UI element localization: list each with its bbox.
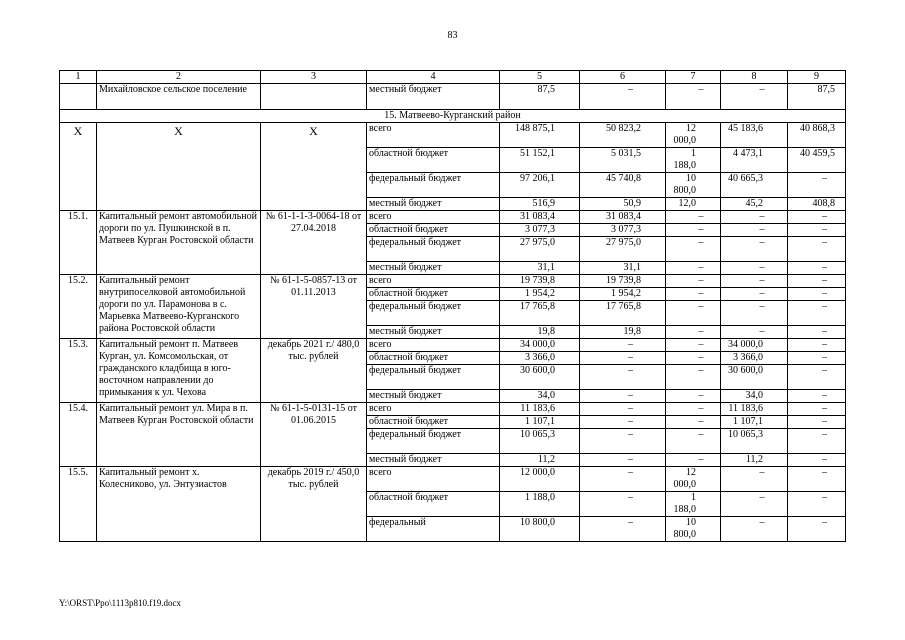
value-cell: – <box>788 390 846 403</box>
value-cell: – <box>788 224 846 237</box>
value-cell: – <box>721 211 788 224</box>
section-row <box>60 110 846 123</box>
budget-type: всего <box>367 403 500 416</box>
value-cell: 45 183,6 <box>721 123 788 148</box>
value-cell: 516,9 <box>500 198 580 211</box>
value-cell: 3 366,0 <box>721 352 788 365</box>
value-cell: – <box>788 326 846 339</box>
document-details: № 61-1-5-0131-15 от 01.06.2015 <box>261 403 367 467</box>
value-cell: 408,8 <box>788 198 846 211</box>
value-cell: 3 077,3 <box>500 224 580 237</box>
value-cell: 19,8 <box>500 326 580 339</box>
budget-type: федеральный бюджет <box>367 237 500 262</box>
value-cell: 1 954,2 <box>500 288 580 301</box>
value-cell: – <box>788 517 846 542</box>
object-name: Капитальный ремонт внутрипоселковой автомобильной дороги по ул. Парамонова в с. Марьевка Матвеево-Курганского района Ростовской области <box>97 275 261 339</box>
value-cell: 50 823,2 <box>580 123 666 148</box>
x-mark: Х <box>261 123 367 211</box>
item-number: 15.1. <box>60 211 97 275</box>
value-cell: – <box>788 262 846 275</box>
column-header: 9 <box>788 71 846 84</box>
value-cell: 40 868,3 <box>788 123 846 148</box>
item-number: 15.2. <box>60 275 97 339</box>
table-cell <box>261 84 367 110</box>
object-name: Капитальный ремонт п. Матвеев Курган, ул. Комсомольская, от гражданского кладбища в юго-восточном направлении до примыкания к ул. Чехова <box>97 339 261 403</box>
value-cell: 31,1 <box>500 262 580 275</box>
value-cell: 12 000,0 <box>500 467 580 492</box>
value-cell: – <box>721 237 788 262</box>
column-header: 5 <box>500 71 580 84</box>
table-row <box>60 84 846 110</box>
value-cell: 1 107,1 <box>721 416 788 429</box>
value-cell: – <box>666 262 721 275</box>
table-row <box>60 211 846 224</box>
value-cell: – <box>666 339 721 352</box>
table-row <box>60 275 846 288</box>
value-cell: – <box>788 211 846 224</box>
value-cell: 4 473,1 <box>721 148 788 173</box>
value-cell: – <box>788 339 846 352</box>
budget-type: всего <box>367 123 500 148</box>
value-cell: – <box>666 84 721 110</box>
column-header: 6 <box>580 71 666 84</box>
value-cell: – <box>580 467 666 492</box>
value-cell: – <box>788 492 846 517</box>
value-cell: – <box>666 301 721 326</box>
value-cell: 10 800,0 <box>500 517 580 542</box>
table-body <box>60 71 846 542</box>
value-cell: – <box>580 492 666 517</box>
value-cell: – <box>666 365 721 390</box>
value-cell: 3 366,0 <box>500 352 580 365</box>
value-cell: – <box>721 301 788 326</box>
value-cell: 51 152,1 <box>500 148 580 173</box>
table-cell <box>60 84 97 110</box>
value-cell: 30 600,0 <box>500 365 580 390</box>
value-cell: – <box>666 403 721 416</box>
budget-type: всего <box>367 467 500 492</box>
budget-type: федеральный бюджет <box>367 301 500 326</box>
value-cell: – <box>788 352 846 365</box>
object-name: Капитальный ремонт х. Колесниково, ул. Энтузиастов <box>97 467 261 542</box>
column-header: 8 <box>721 71 788 84</box>
value-cell: – <box>721 84 788 110</box>
budget-type: областной бюджет <box>367 352 500 365</box>
page-number: 83 <box>447 30 458 41</box>
value-cell: – <box>788 237 846 262</box>
value-cell: 12 000,0 <box>666 123 721 148</box>
column-header: 1 <box>60 71 97 84</box>
value-cell: 31,1 <box>580 262 666 275</box>
value-cell: 1 188,0 <box>666 492 721 517</box>
header-row <box>60 71 846 84</box>
item-number: 15.5. <box>60 467 97 542</box>
value-cell: 12,0 <box>666 198 721 211</box>
value-cell: – <box>721 262 788 275</box>
value-cell: – <box>580 517 666 542</box>
value-cell: – <box>666 326 721 339</box>
value-cell: – <box>666 416 721 429</box>
table-row <box>60 339 846 352</box>
budget-type: местный бюджет <box>367 198 500 211</box>
item-number: 15.4. <box>60 403 97 467</box>
value-cell: – <box>788 403 846 416</box>
value-cell: – <box>666 275 721 288</box>
value-cell: – <box>788 416 846 429</box>
value-cell: 34,0 <box>500 390 580 403</box>
budget-type: местный бюджет <box>367 390 500 403</box>
value-cell: 31 083,4 <box>500 211 580 224</box>
value-cell: 27 975,0 <box>500 237 580 262</box>
value-cell: – <box>580 403 666 416</box>
table-row <box>60 123 846 148</box>
value-cell: 31 083,4 <box>580 211 666 224</box>
object-name: Капитальный ремонт ул. Мира в п. Матвеев Курган Ростовской области <box>97 403 261 467</box>
budget-type: местный бюджет <box>367 262 500 275</box>
table-row <box>60 467 846 492</box>
budget-table <box>59 70 846 542</box>
value-cell: 34 000,0 <box>500 339 580 352</box>
value-cell: – <box>788 301 846 326</box>
value-cell: – <box>788 365 846 390</box>
value-cell: 40 665,3 <box>721 173 788 198</box>
budget-type: местный бюджет <box>367 454 500 467</box>
value-cell: 45 740,8 <box>580 173 666 198</box>
value-cell: 1 107,1 <box>500 416 580 429</box>
value-cell: 1 188,0 <box>666 148 721 173</box>
value-cell: – <box>721 288 788 301</box>
value-cell: – <box>721 492 788 517</box>
value-cell: 11 183,6 <box>500 403 580 416</box>
value-cell: 5 031,5 <box>580 148 666 173</box>
value-cell: 34,0 <box>721 390 788 403</box>
value-cell: – <box>788 275 846 288</box>
value-cell: 19,8 <box>580 326 666 339</box>
value-cell: 87,5 <box>500 84 580 110</box>
value-cell: – <box>721 467 788 492</box>
value-cell: – <box>721 275 788 288</box>
value-cell: – <box>580 429 666 454</box>
value-cell: – <box>788 429 846 454</box>
value-cell: – <box>666 390 721 403</box>
budget-type: областной бюджет <box>367 416 500 429</box>
value-cell: 19 739,8 <box>500 275 580 288</box>
value-cell: – <box>580 454 666 467</box>
value-cell: 3 077,3 <box>580 224 666 237</box>
value-cell: – <box>788 467 846 492</box>
value-cell: 10 065,3 <box>500 429 580 454</box>
value-cell: 30 600,0 <box>721 365 788 390</box>
column-header: 3 <box>261 71 367 84</box>
value-cell: 10 065,3 <box>721 429 788 454</box>
value-cell: – <box>580 416 666 429</box>
value-cell: – <box>721 326 788 339</box>
value-cell: 148 875,1 <box>500 123 580 148</box>
value-cell: – <box>580 390 666 403</box>
value-cell: – <box>580 352 666 365</box>
column-header: 4 <box>367 71 500 84</box>
value-cell: – <box>721 517 788 542</box>
file-path-footer: Y:\ORST\Ppo\1113p810.f19.docx <box>59 598 182 608</box>
value-cell: – <box>788 288 846 301</box>
value-cell: 11,2 <box>500 454 580 467</box>
value-cell: – <box>580 365 666 390</box>
value-cell: 34 000,0 <box>721 339 788 352</box>
value-cell: 40 459,5 <box>788 148 846 173</box>
budget-type: областной бюджет <box>367 288 500 301</box>
object-name: Капитальный ремонт автомобильной дороги по ул. Пушкинской в п. Матвеев Курган Ростовской области <box>97 211 261 275</box>
budget-type: всего <box>367 339 500 352</box>
document-details: декабрь 2019 г./ 450,0 тыс. рублей <box>261 467 367 542</box>
value-cell: – <box>666 454 721 467</box>
value-cell: – <box>666 429 721 454</box>
value-cell: – <box>666 288 721 301</box>
value-cell: – <box>580 339 666 352</box>
budget-type: федеральный бюджет <box>367 365 500 390</box>
value-cell: 11 183,6 <box>721 403 788 416</box>
budget-type: областной бюджет <box>367 224 500 237</box>
budget-type: федеральный <box>367 517 500 542</box>
budget-type: всего <box>367 211 500 224</box>
budget-type: федеральный бюджет <box>367 429 500 454</box>
section-title: 15. Матвеево-Курганский район <box>60 110 846 123</box>
value-cell: – <box>580 84 666 110</box>
document-details: № 61-1-5-0857-13 от 01.11.2013 <box>261 275 367 339</box>
value-cell: 87,5 <box>788 84 846 110</box>
column-header: 7 <box>666 71 721 84</box>
value-cell: 1 188,0 <box>500 492 580 517</box>
value-cell: – <box>666 352 721 365</box>
value-cell: – <box>721 224 788 237</box>
value-cell: 50,9 <box>580 198 666 211</box>
document-details: № 61-1-1-3-0064-18 от 27.04.2018 <box>261 211 367 275</box>
value-cell: 19 739,8 <box>580 275 666 288</box>
x-mark: Х <box>60 123 97 211</box>
column-header: 2 <box>97 71 261 84</box>
budget-type: местный бюджет <box>367 326 500 339</box>
budget-type: областной бюджет <box>367 148 500 173</box>
budget-type: областной бюджет <box>367 492 500 517</box>
value-cell: 10 800,0 <box>666 173 721 198</box>
budget-type: местный бюджет <box>367 84 500 110</box>
budget-type: всего <box>367 275 500 288</box>
value-cell: 17 765,8 <box>580 301 666 326</box>
budget-type: федеральный бюджет <box>367 173 500 198</box>
document-details: декабрь 2021 г./ 480,0 тыс. рублей <box>261 339 367 403</box>
value-cell: 97 206,1 <box>500 173 580 198</box>
value-cell: 12 000,0 <box>666 467 721 492</box>
value-cell: – <box>666 237 721 262</box>
object-name: Михайловское сельское поселение <box>97 84 261 110</box>
value-cell: 10 800,0 <box>666 517 721 542</box>
value-cell: – <box>788 173 846 198</box>
value-cell: 27 975,0 <box>580 237 666 262</box>
value-cell: 1 954,2 <box>580 288 666 301</box>
table-row <box>60 403 846 416</box>
value-cell: – <box>788 454 846 467</box>
value-cell: 11,2 <box>721 454 788 467</box>
value-cell: 17 765,8 <box>500 301 580 326</box>
x-mark: Х <box>97 123 261 211</box>
value-cell: – <box>666 211 721 224</box>
item-number: 15.3. <box>60 339 97 403</box>
value-cell: – <box>666 224 721 237</box>
value-cell: 45,2 <box>721 198 788 211</box>
